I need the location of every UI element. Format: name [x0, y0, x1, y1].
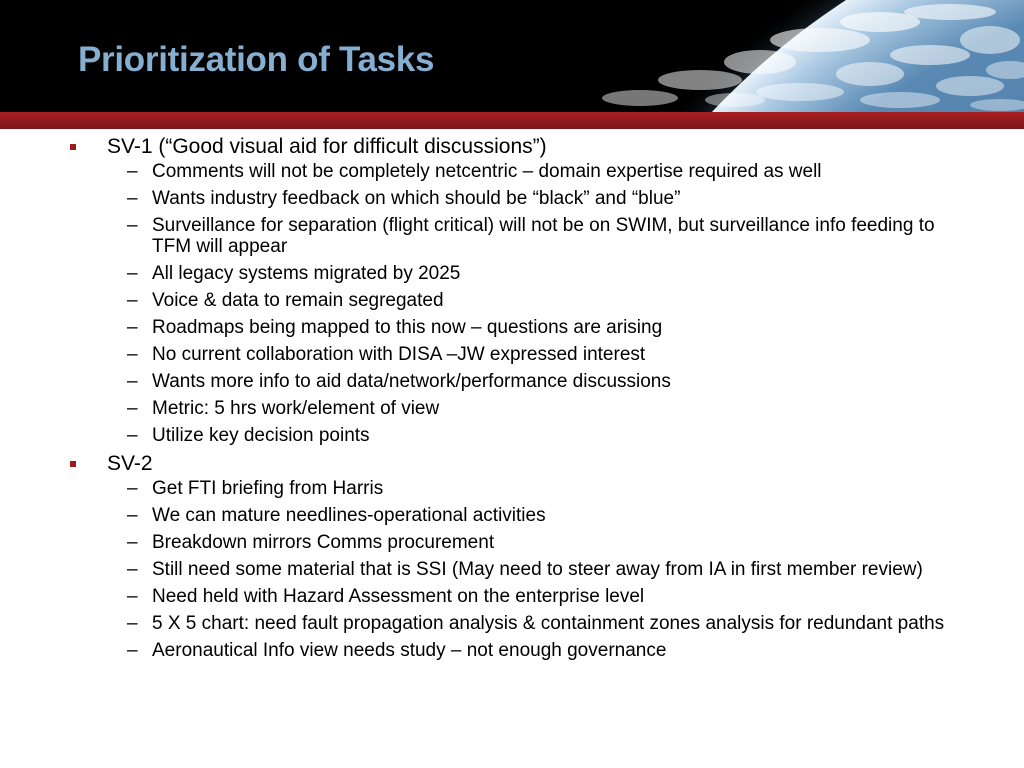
list-item: [0, 478, 1024, 499]
list-item: [0, 215, 1024, 257]
dash-bullet: –: [127, 640, 138, 661]
dash-bullet: –: [127, 586, 138, 607]
slide-header: [0, 0, 1024, 112]
dash-bullet: –: [127, 215, 138, 236]
list-item-text: 5 X 5 chart: need fault propagation analysis & containment zones analysis for redundant paths: [152, 613, 945, 634]
dash-bullet: –: [127, 613, 138, 634]
list-item-text: Voice & data to remain segregated: [152, 290, 444, 311]
dash-bullet: –: [127, 161, 138, 182]
dash-bullet: –: [127, 532, 138, 553]
list-item: [0, 263, 1024, 284]
list-item: [0, 290, 1024, 311]
list-item: [0, 371, 1024, 392]
list-item-text: Aeronautical Info view needs study – not enough governance: [152, 640, 667, 661]
list-item-text: All legacy systems migrated by 2025: [152, 263, 461, 284]
dash-bullet: –: [127, 505, 138, 526]
dash-bullet: –: [127, 188, 138, 209]
list-item-text: Wants industry feedback on which should be “black” and “blue”: [152, 188, 681, 209]
dash-bullet: –: [127, 263, 138, 284]
list-item-text: Comments will not be completely netcentric – domain expertise required as well: [152, 161, 822, 182]
dash-bullet: –: [127, 371, 138, 392]
section-heading-text: SV-1 (“Good visual aid for difficult discussions”): [107, 135, 547, 158]
dash-bullet: –: [127, 478, 138, 499]
square-bullet-icon: [70, 461, 76, 467]
list-item-text: Roadmaps being mapped to this now – questions are arising: [152, 317, 663, 338]
list-item: [0, 188, 1024, 209]
list-item: [0, 640, 1024, 661]
list-item-text: Breakdown mirrors Comms procurement: [152, 532, 495, 553]
list-item: [0, 559, 1024, 580]
section-heading: [0, 452, 1024, 476]
dash-bullet: –: [127, 290, 138, 311]
list-item-text: We can mature needlines-operational activities: [152, 505, 546, 526]
list-item-text: Utilize key decision points: [152, 425, 370, 446]
list-item: [0, 532, 1024, 553]
list-item: [0, 398, 1024, 419]
section-heading-text: SV-2: [107, 452, 153, 475]
square-bullet-icon: [70, 144, 76, 150]
dash-bullet: –: [127, 317, 138, 338]
section-heading: [0, 135, 1024, 159]
list-item-text: Get FTI briefing from Harris: [152, 478, 384, 499]
list-item-text: Still need some material that is SSI (May need to steer away from IA in first member review): [152, 559, 923, 580]
list-item: [0, 425, 1024, 446]
slide-title: Prioritization of Tasks: [78, 40, 435, 79]
list-item: [0, 613, 1024, 634]
list-item: [0, 344, 1024, 365]
list-item-text: Metric: 5 hrs work/element of view: [152, 398, 440, 419]
accent-bar: [0, 112, 1024, 129]
list-item: [0, 586, 1024, 607]
list-item-text: Surveillance for separation (flight critical) will not be on SWIM, but surveillance info feeding to TFM will appear: [152, 215, 935, 257]
list-item-text: No current collaboration with DISA –JW expressed interest: [152, 344, 646, 365]
list-item-text: Wants more info to aid data/network/performance discussions: [152, 371, 671, 392]
slide-body: [0, 131, 1024, 667]
list-item-text: Need held with Hazard Assessment on the enterprise level: [152, 586, 645, 607]
dash-bullet: –: [127, 344, 138, 365]
list-item: [0, 161, 1024, 182]
dash-bullet: –: [127, 559, 138, 580]
list-item: [0, 317, 1024, 338]
dash-bullet: –: [127, 398, 138, 419]
dash-bullet: –: [127, 425, 138, 446]
list-item: [0, 505, 1024, 526]
